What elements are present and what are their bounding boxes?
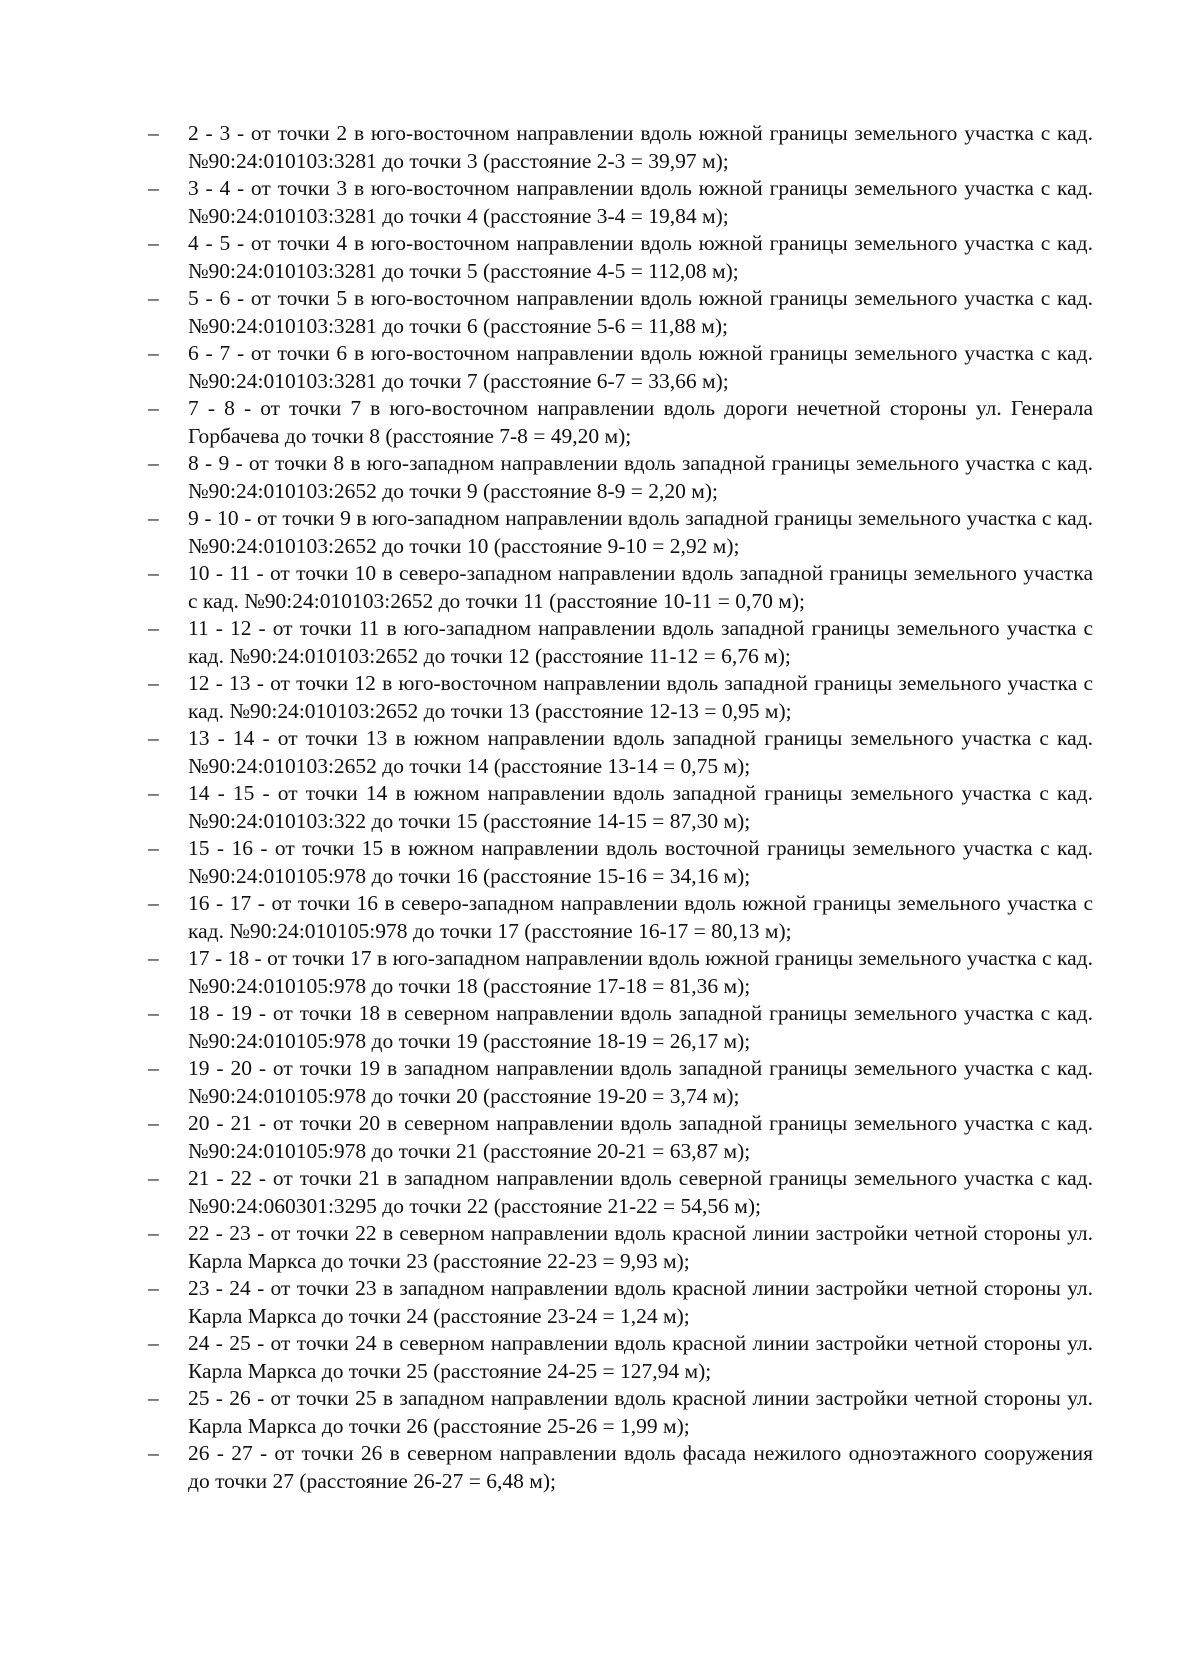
boundary-segment-text: 20 - 21 - от точки 20 в северном направлении вдоль западной границы земельного участка с кад. №90:24:010105:978 до точки 21 (расстояние 20-21 = 63,87 м); [188, 1111, 1093, 1163]
list-dash-marker: – [148, 1221, 159, 1245]
list-dash-marker: – [148, 726, 159, 750]
list-item [148, 340, 1093, 395]
list-item [148, 505, 1093, 560]
list-dash-marker: – [148, 891, 159, 915]
list-dash-marker: – [148, 1056, 159, 1080]
list-dash-marker: – [148, 1276, 159, 1300]
boundary-segment-text: 2 - 3 - от точки 2 в юго-восточном направлении вдоль южной границы земельного участка с кад. №90:24:010103:3281 до точки 3 (расстояние 2-3 = 39,97 м); [188, 121, 1093, 173]
boundary-segment-text: 7 - 8 - от точки 7 в юго-восточном направлении вдоль дороги нечетной стороны ул. Генерала Горбачева до точки 8 (расстояние 7-8 = 49,20 м); [188, 396, 1093, 448]
list-item [148, 175, 1093, 230]
list-item [148, 1275, 1093, 1330]
list-dash-marker: – [148, 1001, 159, 1025]
boundary-segment-list [148, 120, 1093, 1495]
list-dash-marker: – [148, 616, 159, 640]
boundary-segment-text: 18 - 19 - от точки 18 в северном направлении вдоль западной границы земельного участка с кад. №90:24:010105:978 до точки 19 (расстояние 18-19 = 26,17 м); [188, 1001, 1093, 1053]
list-item [148, 1440, 1093, 1495]
list-dash-marker: – [148, 176, 159, 200]
boundary-segment-text: 3 - 4 - от точки 3 в юго-восточном направлении вдоль южной границы земельного участка с кад. №90:24:010103:3281 до точки 4 (расстояние 3-4 = 19,84 м); [188, 176, 1093, 228]
boundary-segment-text: 26 - 27 - от точки 26 в северном направлении вдоль фасада нежилого одноэтажного сооружения до точки 27 (расстояние 26-27 = 6,48 м); [188, 1441, 1093, 1493]
list-item [148, 1055, 1093, 1110]
list-item [148, 1000, 1093, 1055]
boundary-segment-text: 4 - 5 - от точки 4 в юго-восточном направлении вдоль южной границы земельного участка с кад. №90:24:010103:3281 до точки 5 (расстояние 4-5 = 112,08 м); [188, 231, 1093, 283]
list-item [148, 945, 1093, 1000]
boundary-segment-text: 11 - 12 - от точки 11 в юго-западном направлении вдоль западной границы земельного участка с кад. №90:24:010103:2652 до точки 12 (расстояние 11-12 = 6,76 м); [188, 616, 1093, 668]
boundary-segment-text: 24 - 25 - от точки 24 в северном направлении вдоль красной линии застройки четной стороны ул. Карла Маркса до точки 25 (расстояние 24-25 = 127,94 м); [188, 1331, 1093, 1383]
list-item [148, 670, 1093, 725]
list-dash-marker: – [148, 231, 159, 255]
list-dash-marker: – [148, 1166, 159, 1190]
list-item [148, 780, 1093, 835]
list-item [148, 1220, 1093, 1275]
list-item [148, 1330, 1093, 1385]
list-item [148, 725, 1093, 780]
boundary-segment-text: 22 - 23 - от точки 22 в северном направлении вдоль красной линии застройки четной стороны ул. Карла Маркса до точки 23 (расстояние 22-23 = 9,93 м); [188, 1221, 1093, 1273]
boundary-segment-text: 16 - 17 - от точки 16 в северо-западном направлении вдоль южной границы земельного участка с кад. №90:24:010105:978 до точки 17 (расстояние 16-17 = 80,13 м); [188, 891, 1093, 943]
list-item [148, 615, 1093, 670]
list-item [148, 890, 1093, 945]
list-dash-marker: – [148, 1111, 159, 1135]
boundary-segment-text: 6 - 7 - от точки 6 в юго-восточном направлении вдоль южной границы земельного участка с кад. №90:24:010103:3281 до точки 7 (расстояние 6-7 = 33,66 м); [188, 341, 1093, 393]
list-dash-marker: – [148, 946, 159, 970]
boundary-segment-text: 14 - 15 - от точки 14 в южном направлении вдоль западной границы земельного участка с кад. №90:24:010103:322 до точки 15 (расстояние 14-15 = 87,30 м); [188, 781, 1093, 833]
boundary-segment-text: 5 - 6 - от точки 5 в юго-восточном направлении вдоль южной границы земельного участка с кад. №90:24:010103:3281 до точки 6 (расстояние 5-6 = 11,88 м); [188, 286, 1093, 338]
list-item [148, 450, 1093, 505]
list-item [148, 560, 1093, 615]
boundary-segment-text: 15 - 16 - от точки 15 в южном направлении вдоль восточной границы земельного участка с кад. №90:24:010105:978 до точки 16 (расстояние 15-16 = 34,16 м); [188, 836, 1093, 888]
list-dash-marker: – [148, 671, 159, 695]
boundary-segment-text: 17 - 18 - от точки 17 в юго-западном направлении вдоль южной границы земельного участка с кад. №90:24:010105:978 до точки 18 (расстояние 17-18 = 81,36 м); [188, 946, 1093, 998]
list-dash-marker: – [148, 451, 159, 475]
list-item [148, 1385, 1093, 1440]
list-item [148, 120, 1093, 175]
list-dash-marker: – [148, 341, 159, 365]
boundary-segment-text: 21 - 22 - от точки 21 в западном направлении вдоль северной границы земельного участка с кад. №90:24:060301:3295 до точки 22 (расстояние 21-22 = 54,56 м); [188, 1166, 1093, 1218]
list-dash-marker: – [148, 1441, 159, 1465]
boundary-segment-text: 10 - 11 - от точки 10 в северо-западном направлении вдоль западной границы земельного участка с кад. №90:24:010103:2652 до точки 11 (расстояние 10-11 = 0,70 м); [188, 561, 1093, 613]
list-item [148, 230, 1093, 285]
list-dash-marker: – [148, 286, 159, 310]
list-item [148, 1110, 1093, 1165]
list-item [148, 835, 1093, 890]
list-dash-marker: – [148, 1386, 159, 1410]
list-dash-marker: – [148, 121, 159, 145]
list-dash-marker: – [148, 506, 159, 530]
list-item [148, 1165, 1093, 1220]
boundary-segment-text: 19 - 20 - от точки 19 в западном направлении вдоль западной границы земельного участка с кад. №90:24:010105:978 до точки 20 (расстояние 19-20 = 3,74 м); [188, 1056, 1093, 1108]
boundary-segment-text: 25 - 26 - от точки 25 в западном направлении вдоль красной линии застройки четной стороны ул. Карла Маркса до точки 26 (расстояние 25-26 = 1,99 м); [188, 1386, 1093, 1438]
list-item [148, 395, 1093, 450]
boundary-segment-text: 12 - 13 - от точки 12 в юго-восточном направлении вдоль западной границы земельного участка с кад. №90:24:010103:2652 до точки 13 (расстояние 12-13 = 0,95 м); [188, 671, 1093, 723]
list-item [148, 285, 1093, 340]
boundary-segment-text: 9 - 10 - от точки 9 в юго-западном направлении вдоль западной границы земельного участка с кад. №90:24:010103:2652 до точки 10 (расстояние 9-10 = 2,92 м); [188, 506, 1093, 558]
list-dash-marker: – [148, 1331, 159, 1355]
list-dash-marker: – [148, 836, 159, 860]
boundary-segment-text: 8 - 9 - от точки 8 в юго-западном направлении вдоль западной границы земельного участка с кад. №90:24:010103:2652 до точки 9 (расстояние 8-9 = 2,20 м); [188, 451, 1093, 503]
list-dash-marker: – [148, 781, 159, 805]
boundary-segment-text: 13 - 14 - от точки 13 в южном направлении вдоль западной границы земельного участка с кад. №90:24:010103:2652 до точки 14 (расстояние 13-14 = 0,75 м); [188, 726, 1093, 778]
list-dash-marker: – [148, 561, 159, 585]
boundary-segment-text: 23 - 24 - от точки 23 в западном направлении вдоль красной линии застройки четной стороны ул. Карла Маркса до точки 24 (расстояние 23-24 = 1,24 м); [188, 1276, 1093, 1328]
list-dash-marker: – [148, 396, 159, 420]
